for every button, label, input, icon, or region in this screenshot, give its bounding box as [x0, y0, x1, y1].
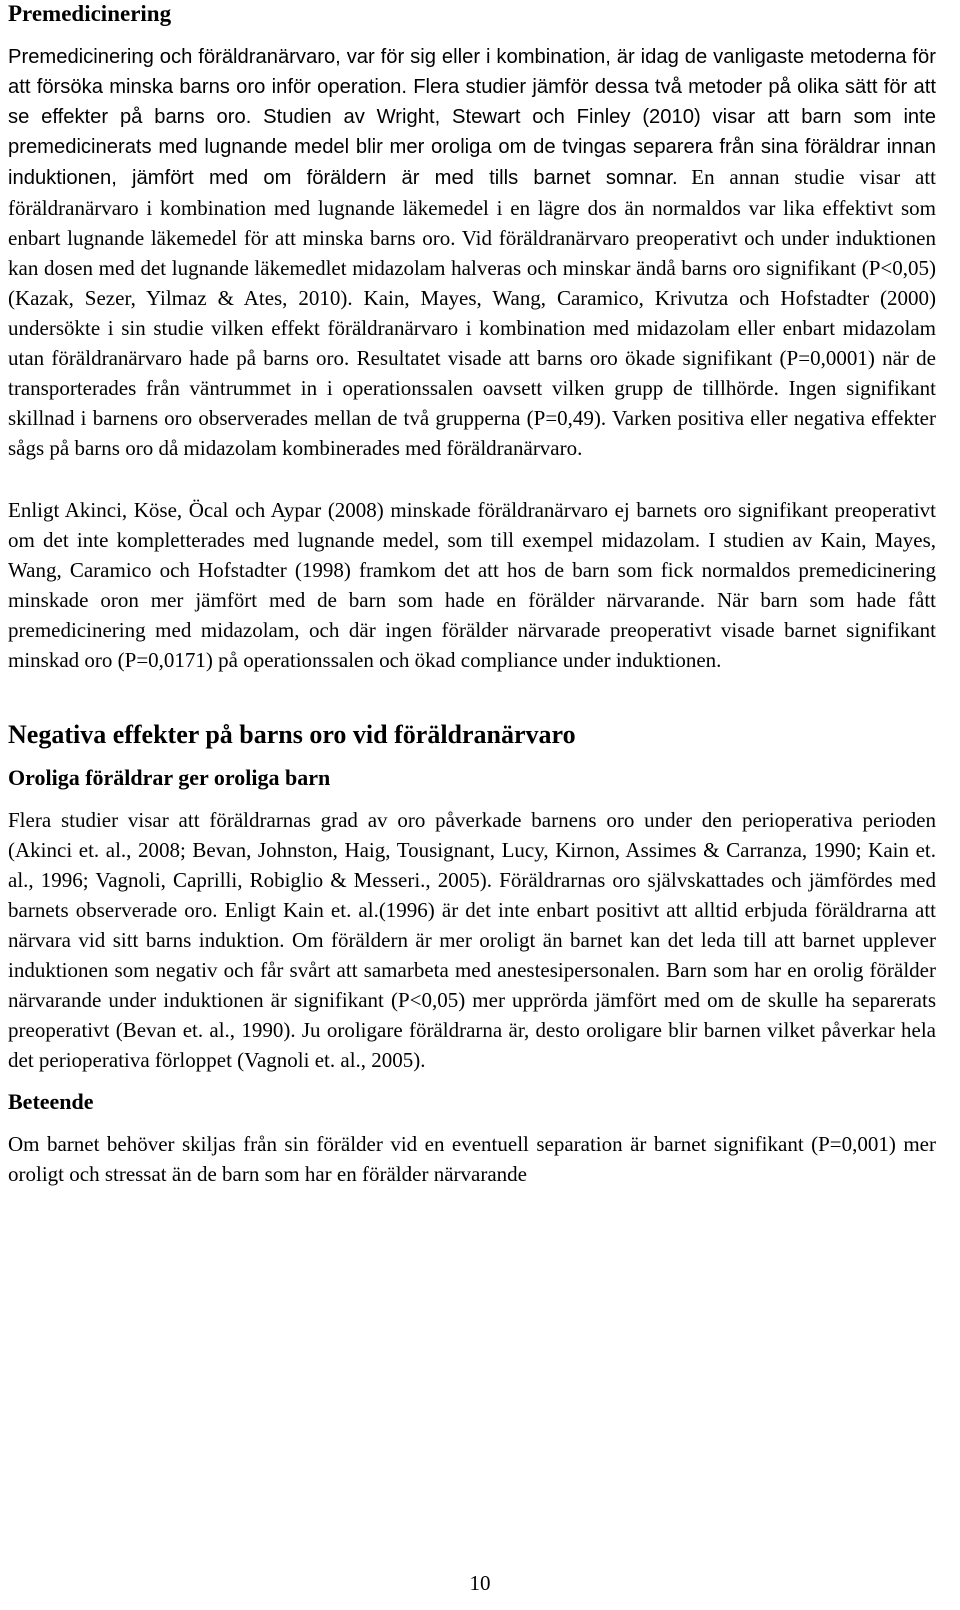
paragraph-premed-1 — [8, 42, 936, 463]
section-heading-premedicinering: Premedicinering — [8, 1, 172, 26]
document-page — [8, 0, 936, 1189]
subheading-behavior: Beteende — [8, 1089, 94, 1114]
paragraph-premed-1-part-b: En annan studie visar att föräldranärvaro i kombination med lugnande läkemedel i en lägre dos än normaldos var lika effektivt som enbart lugnande läkemedel för att minska barns oro. Vid föräldranärvaro preoperativt och under induktionen kan dosen med det lugnande läkemedlet midazolam halveras och minskar ändå barns oro signifikant (P<0,05) (Kazak, Sezer, Yilmaz & Ates, 2010). Kain, Mayes, Wang, Caramico, Krivutza och Hofstadter (2000) undersökte i sin studie vilken effekt föräldranärvaro i kombination med midazolam eller enbart midazolam utan föräldranärvaro hade på barns oro. Resultatet visade att barns oro ökade signifikant (P=0,0001) när de transporterades från väntrummet in i operationssalen oavsett vilken grupp de tillhörde. Ingen signifikant skillnad i barnens oro observerades mellan de två grupperna (P=0,49). Varken positiva eller negativa effekter sågs på barns oro då midazolam kombinerades med föräldranärvaro. — [8, 165, 937, 460]
subheading-worried-parents: Oroliga föräldrar ger oroliga barn — [8, 765, 331, 790]
paragraph-worried-parents: Flera studier visar att föräldrarnas grad av oro påverkade barnens oro under den perioperativa perioden (Akinci et. al., 2008; Bevan, Johnston, Haig, Tousignant, Lucy, Kirnon, Assimes & Carranza, 1990; Kain et. al., 1996; Vagnoli, Caprilli, Robiglio & Messeri., 2005). Föräldrarnas oro självskattades och jämfördes med barnets observerade oro. Enligt Kain et. al.(1996) är det inte enbart positivt att alltid erbjuda föräldrarna att närvara vid sitt barns induktion. Om föräldern är mer oroligt än barnet kan det leda till att barnet upplever induktionen som negativ och får svårt att samarbeta med anestesipersonalen. Barn som har en orolig förälder närvarande under induktionen är signifikant (P<0,05) mer upprörda jämfört med om de skulle ha separerats preoperativt (Bevan et. al., 1990). Ju oroligare föräldrarna är, desto oroligare blir barnen vilket påverkar hela det perioperativa förloppet (Vagnoli et. al., 2005). — [8, 808, 936, 1072]
paragraph-behavior: Om barnet behöver skiljas från sin förälder vid en eventuell separation är barnet signifikant (P=0,001) mer oroligt och stressat än de barn som har en förälder närvarande — [8, 1132, 936, 1186]
paragraph-premed-2: Enligt Akinci, Köse, Öcal och Aypar (2008) minskade föräldranärvaro ej barnets oro signifikant preoperativt om det inte kompletterades med lugnande medel, som till exempel midazolam. I studien av Kain, Mayes, Wang, Caramico och Hofstadter (1998) framkom det att hos de barn som fick normaldos premedicinering minskade oron mer jämfört med de barn som hade en förälder närvarande. När barn som hade fått premedicinering med midazolam, och där ingen förälder närvarade preoperativt visade barnet signifikant minskad oro (P=0,0171) på operationssalen och ökad compliance under induktionen. — [8, 498, 936, 672]
paragraph-premed-1-part-a: Premedicinering och föräldranärvaro, var för sig eller i kombination, är idag de vanligaste metoderna för att försöka minska barns oro inför operation. Flera studier jämför dessa två metoder på olika sätt för att se effekter på barns oro. Studien av Wright, Stewart och Finley (2010) visar att barn som inte premedicinerats med lugnande medel blir mer oroliga om de tvingas separera från sina föräldrar innan induktionen, jämfört med om föräldern är med tills barnet somnar. — [8, 46, 936, 189]
page-number: 10 — [469, 1571, 491, 1595]
section-heading-negative-effects: Negativa effekter på barns oro vid föräldranärvaro — [8, 720, 576, 749]
